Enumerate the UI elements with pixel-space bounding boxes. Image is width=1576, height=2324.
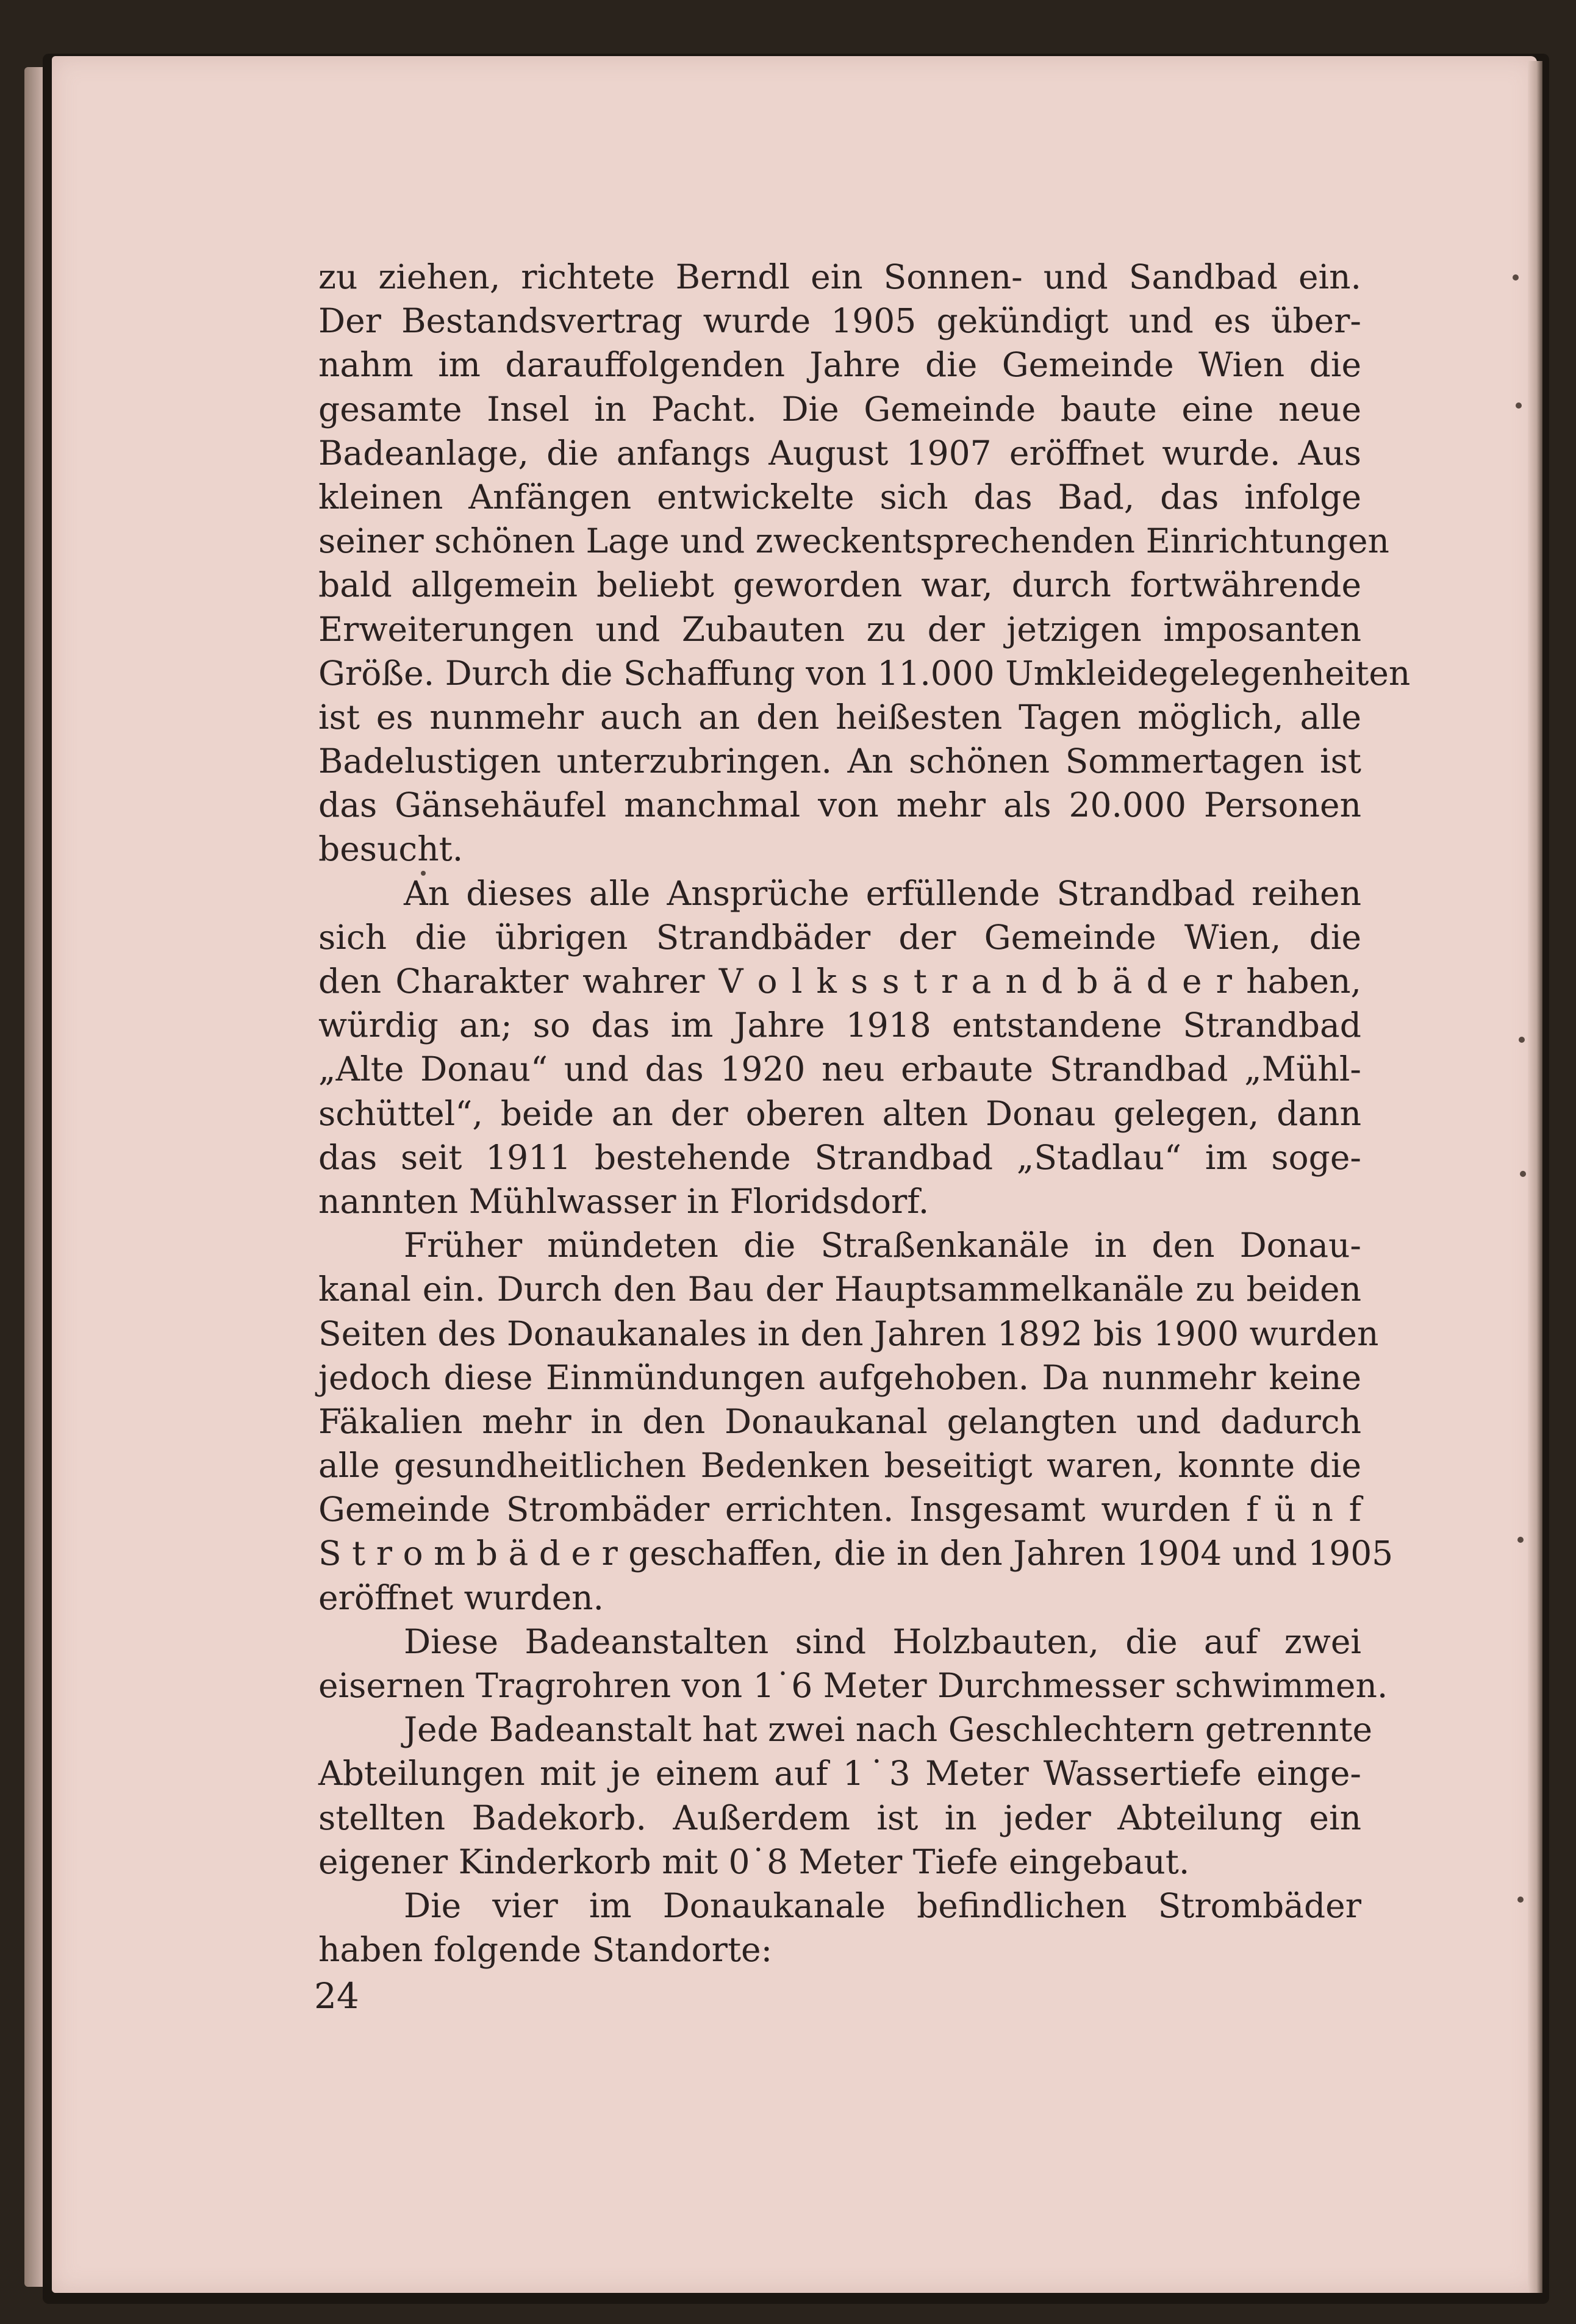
paper-speck [1513, 274, 1519, 281]
text-line: Seiten des Donaukanales in den Jahren 1892 bis 1900 wurden [318, 1314, 1379, 1353]
text-line: Badeanlage, die anfangs August 1907 eröffnet wurde. Aus [318, 433, 1361, 473]
paper-speck [1517, 1537, 1524, 1543]
text-line: sich die übrigen Strandbäder der Gemeinde Wien, die [318, 917, 1361, 957]
text-line: Früher mündeten die Straßenkanäle in den Donau- [404, 1226, 1361, 1265]
text-line: das Gänsehäufel manchmal von mehr als 20.000 Personen [318, 785, 1361, 825]
text-line: alle gesundheitlichen Bedenken beseitigt waren, konnte die [318, 1446, 1361, 1486]
page-right-edge [1528, 61, 1542, 2293]
text-line: eigener Kinderkorb mit 0˙8 Meter Tiefe eingebaut. [318, 1842, 1190, 1881]
text-line: An dieses alle Ansprüche erfüllende Strandbad reihen [404, 873, 1361, 913]
text-line: nannten Mühlwasser in Floridsdorf. [318, 1181, 929, 1221]
paper-speck [1520, 1171, 1526, 1177]
text-line: kanal ein. Durch den Bau der Hauptsammelkanäle zu beiden [318, 1270, 1361, 1309]
text-line: Der Bestandsvertrag wurde 1905 gekündigt und es über- [318, 301, 1361, 341]
text-line: gesamte Insel in Pacht. Die Gemeinde baute eine neue [318, 389, 1361, 429]
text-line: besucht. [318, 829, 464, 869]
text-line: den Charakter wahrer V o l k s s t r a n d b ä d e r haben, [318, 962, 1361, 1001]
text-line: S t r o m b ä d e r geschaffen, die in den Jahren 1904 und 1905 [318, 1534, 1394, 1573]
text-line: Die vier im Donaukanale befindlichen Strombäder [404, 1886, 1361, 1925]
text-line: haben folgende Standorte: [318, 1930, 773, 1970]
text-line: schüttel“, beide an der oberen alten Donau gelegen, dann [318, 1093, 1361, 1133]
text-line: eisernen Tragrohren von 1˙6 Meter Durchmesser schwimmen. [318, 1666, 1388, 1705]
text-line: Erweiterungen und Zubauten zu der jetzigen imposanten [318, 609, 1361, 649]
text-line: Gemeinde Strombäder errichten. Insgesamt wurden f ü n f [318, 1490, 1361, 1529]
text-line: stellten Badekorb. Außerdem ist in jeder Abteilung ein [318, 1798, 1361, 1837]
text-line: würdig an; so das im Jahre 1918 entstandene Strandbad [318, 1006, 1361, 1045]
text-line: eröffnet wurden. [318, 1578, 604, 1617]
text-line: „Alte Donau“ und das 1920 neu erbaute Strandbad „Mühl- [318, 1049, 1361, 1089]
text-line: jedoch diese Einmündungen aufgehoben. Da nunmehr keine [318, 1357, 1361, 1397]
text-line: nahm im darauffolgenden Jahre die Gemeinde Wien die [318, 345, 1361, 385]
text-line: Diese Badeanstalten sind Holzbauten, die auf zwei [404, 1621, 1361, 1661]
text-line: Fäkalien mehr in den Donaukanal gelangten und dadurch [318, 1401, 1361, 1441]
text-line: kleinen Anfängen entwickelte sich das Bad, das infolge [318, 477, 1361, 517]
text-line: bald allgemein beliebt geworden war, durch fortwährende [318, 565, 1361, 605]
paper-speck [1516, 402, 1522, 409]
text-line: zu ziehen, richtete Berndl ein Sonnen- und Sandbad ein. [318, 257, 1361, 296]
text-line: das seit 1911 bestehende Strandbad „Stadlau“ im soge- [318, 1137, 1361, 1177]
body-text [318, 255, 1411, 1972]
paper-speck [1519, 1037, 1525, 1043]
text-line: Badelustigen unterzubringen. An schönen Sommertagen ist [318, 742, 1361, 781]
page-number: 24 [314, 1975, 359, 2017]
text-line: Jede Badeanstalt hat zwei nach Geschlechtern getrennte [404, 1710, 1373, 1750]
text-line: seiner schönen Lage und zweckentsprechenden Einrichtungen [318, 521, 1389, 561]
paper-speck [1517, 1897, 1524, 1903]
text-line: ist es nunmehr auch an den heißesten Tagen möglich, alle [318, 697, 1361, 737]
text-line: Abteilungen mit je einem auf 1˙3 Meter Wassertiefe einge- [318, 1754, 1361, 1793]
text-line: Größe. Durch die Schaffung von 11.000 Umkleidegelegenheiten [318, 653, 1411, 693]
